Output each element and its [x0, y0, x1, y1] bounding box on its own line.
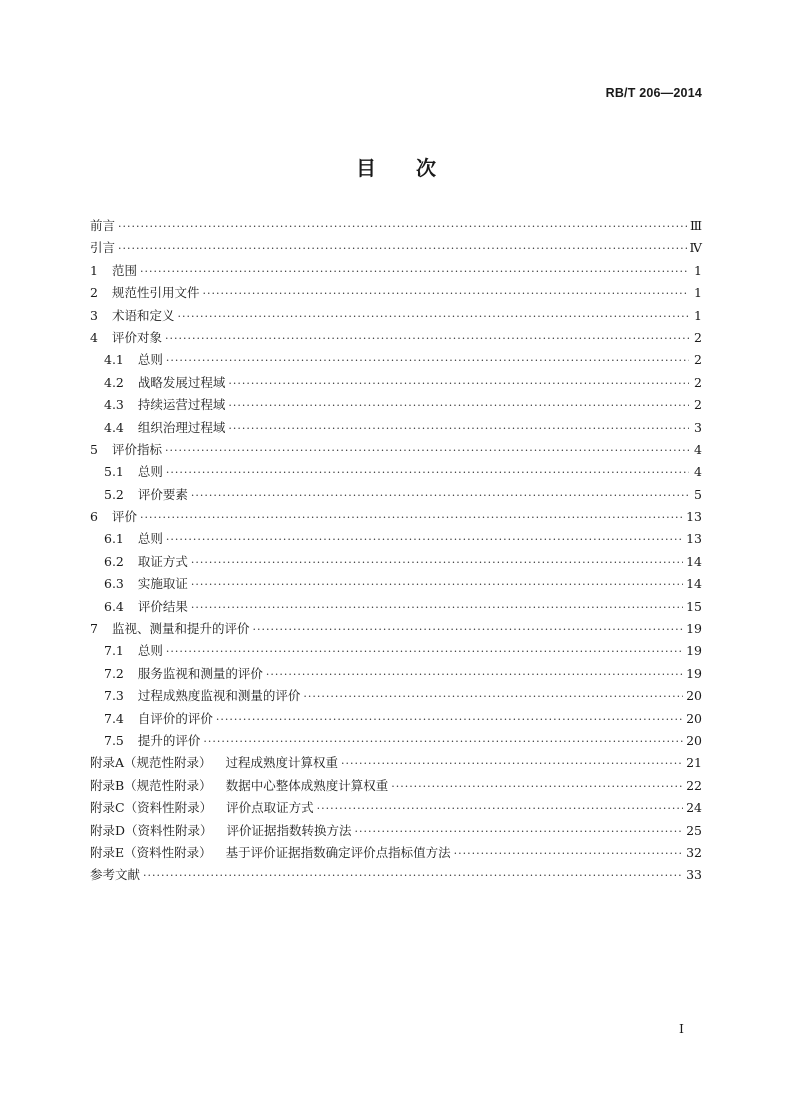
toc-leader-dots [191, 578, 683, 591]
toc-entry-label: 总则 [137, 352, 163, 368]
toc-entry-page: 2 [694, 397, 702, 413]
toc-leader-dots [216, 713, 683, 726]
toc-entry[interactable] [90, 507, 702, 529]
toc-leader-dots [166, 533, 683, 546]
toc-entry-number: 4 [90, 329, 98, 345]
toc-entry-page: 20 [686, 710, 702, 726]
toc-entry[interactable] [90, 843, 702, 865]
toc-entry-page: 19 [686, 621, 702, 637]
toc-entry-label: 自评价的评价 [137, 710, 213, 726]
toc-entry-page: 25 [686, 822, 702, 838]
toc-leader-dots [228, 422, 689, 435]
toc-leader-dots [252, 623, 683, 636]
toc-entry-label: 组织治理过程域 [137, 419, 226, 435]
toc-entry-label: 评价证据指数转换方法 [226, 822, 352, 838]
toc-entry[interactable] [90, 350, 702, 372]
toc-entry-page: 4 [694, 441, 702, 457]
toc-leader-dots [177, 310, 689, 323]
table-of-contents [90, 216, 702, 888]
toc-leader-dots [191, 489, 689, 502]
toc-entry-page: 3 [694, 419, 702, 435]
toc-entry-number: 6.2 [104, 553, 124, 569]
toc-entry-number: 5.1 [104, 464, 124, 480]
toc-entry[interactable] [90, 440, 702, 462]
toc-leader-dots [391, 780, 683, 793]
toc-entry-page: 15 [686, 598, 702, 614]
toc-entry[interactable] [90, 731, 702, 753]
toc-entry[interactable] [90, 597, 702, 619]
toc-entry-number: 附录B（规范性附录） [90, 777, 212, 793]
toc-leader-dots [166, 645, 683, 658]
toc-leader-dots [118, 220, 687, 233]
toc-leader-dots [303, 690, 683, 703]
toc-leader-dots [355, 825, 684, 838]
toc-entry[interactable] [90, 798, 702, 820]
toc-entry-number: 1 [90, 262, 98, 278]
toc-entry[interactable] [90, 821, 702, 843]
toc-entry-page: Ⅲ [689, 218, 702, 233]
toc-entry-label: 过程成熟度计算权重 [225, 755, 339, 771]
toc-entry[interactable] [90, 238, 702, 260]
toc-entry-page: 32 [686, 844, 702, 860]
toc-entry-number: 2 [90, 285, 98, 301]
toc-entry-label: 提升的评价 [137, 732, 201, 748]
toc-entry-page: 1 [694, 285, 702, 301]
toc-entry-page: 1 [694, 262, 702, 278]
toc-entry-number: 5.2 [104, 486, 124, 502]
toc-entry-label: 参考文献 [90, 867, 141, 883]
toc-entry-label: 规范性引用文件 [111, 285, 200, 301]
toc-entry[interactable] [90, 328, 702, 350]
toc-entry-label: 引言 [90, 240, 116, 256]
toc-leader-dots [202, 287, 689, 300]
toc-entry-number: 6 [90, 509, 98, 525]
toc-entry-label: 前言 [90, 218, 116, 233]
toc-entry-page: 14 [686, 553, 702, 569]
toc-entry[interactable] [90, 664, 702, 686]
toc-entry-label: 过程成熟度监视和测量的评价 [137, 688, 301, 704]
toc-entry[interactable] [90, 395, 702, 417]
toc-entry[interactable] [90, 574, 702, 596]
toc-entry-page: 20 [686, 732, 702, 748]
toc-entry-number: 附录E（资料性附录） [90, 844, 212, 860]
toc-entry-number: 6.3 [104, 576, 124, 592]
toc-entry-page: 21 [686, 755, 702, 771]
toc-leader-dots [191, 601, 683, 614]
title-char-2: 次 [416, 156, 436, 180]
page-title [0, 152, 792, 181]
toc-leader-dots [191, 556, 683, 569]
toc-entry-number: 7.1 [104, 643, 124, 659]
toc-entry[interactable] [90, 373, 702, 395]
toc-entry-page: 19 [686, 643, 702, 659]
toc-entry[interactable] [90, 619, 702, 641]
toc-entry[interactable] [90, 753, 702, 775]
toc-entry[interactable] [90, 709, 702, 731]
toc-leader-dots [317, 802, 684, 815]
toc-entry-page: 24 [686, 800, 702, 816]
title-char-1: 目 [356, 156, 376, 180]
toc-leader-dots [454, 847, 683, 860]
toc-entry-label: 总则 [137, 643, 163, 659]
toc-entry-label: 评价 [111, 509, 137, 525]
toc-entry[interactable] [90, 462, 702, 484]
toc-leader-dots [143, 869, 683, 882]
toc-entry-number: 7.5 [104, 732, 124, 748]
toc-entry-label: 总则 [137, 531, 163, 547]
toc-entry-page: 22 [686, 777, 702, 793]
standard-number: RB/T 206—2014 [605, 86, 702, 100]
toc-entry-number: 3 [90, 307, 98, 323]
toc-entry-label: 术语和定义 [111, 307, 175, 323]
toc-leader-dots [140, 265, 689, 278]
toc-entry-label: 总则 [137, 464, 163, 480]
toc-entry-number: 附录D（资料性附录） [90, 822, 213, 838]
toc-leader-dots [118, 242, 686, 255]
toc-entry-label: 范围 [111, 262, 137, 278]
toc-leader-dots [341, 757, 683, 770]
toc-entry-label: 基于评价证据指数确定评价点指标值方法 [225, 844, 451, 860]
toc-entry-label: 评价对象 [111, 329, 162, 345]
toc-leader-dots [166, 354, 689, 367]
toc-entry-label: 评价要素 [137, 486, 188, 502]
toc-entry[interactable] [90, 216, 702, 238]
toc-entry-number: 7.4 [104, 710, 124, 726]
toc-entry-label: 取证方式 [137, 553, 188, 569]
toc-entry[interactable] [90, 283, 702, 305]
toc-entry[interactable] [90, 552, 702, 574]
toc-entry[interactable] [90, 261, 702, 283]
toc-entry-page: 5 [694, 486, 702, 502]
toc-entry-number: 4.4 [104, 419, 124, 435]
toc-leader-dots [140, 511, 683, 524]
toc-entry-page: Ⅳ [689, 240, 702, 256]
toc-leader-dots [228, 399, 689, 412]
toc-entry-label: 战略发展过程域 [137, 374, 226, 390]
toc-entry-number: 7.2 [104, 665, 124, 681]
toc-leader-dots [228, 377, 689, 390]
toc-leader-dots [266, 668, 683, 681]
toc-entry-number: 7 [90, 621, 98, 637]
toc-entry-label: 持续运营过程域 [137, 397, 226, 413]
toc-leader-dots [165, 332, 689, 345]
toc-entry-label: 监视、测量和提升的评价 [111, 621, 250, 637]
toc-entry-label: 服务监视和测量的评价 [137, 665, 263, 681]
toc-entry[interactable] [90, 865, 702, 887]
toc-entry-page: 13 [686, 531, 702, 547]
toc-entry-number: 附录C（资料性附录） [90, 800, 213, 816]
toc-entry-label: 实施取证 [137, 576, 188, 592]
toc-entry-page: 2 [694, 352, 702, 368]
toc-entry[interactable] [90, 418, 702, 440]
page-folio: Ⅰ [679, 1021, 684, 1036]
toc-entry-number: 6.1 [104, 531, 124, 547]
toc-leader-dots [165, 444, 689, 457]
toc-entry[interactable] [90, 485, 702, 507]
toc-entry-page: 1 [694, 307, 702, 323]
toc-entry-page: 20 [686, 688, 702, 704]
toc-entry[interactable] [90, 686, 702, 708]
toc-entry-page: 2 [694, 329, 702, 345]
toc-entry-page: 4 [694, 464, 702, 480]
toc-entry-page: 2 [694, 374, 702, 390]
toc-entry-number: 7.3 [104, 688, 124, 704]
toc-entry[interactable] [90, 529, 702, 551]
toc-entry-label: 数据中心整体成熟度计算权重 [225, 777, 389, 793]
toc-entry-number: 5 [90, 441, 98, 457]
toc-entry-label: 评价点取证方式 [226, 800, 314, 816]
toc-entry[interactable] [90, 641, 702, 663]
toc-entry-label: 评价指标 [111, 441, 162, 457]
toc-entry-number: 4.1 [104, 352, 124, 368]
toc-entry-page: 14 [686, 576, 702, 592]
toc-entry-number: 6.4 [104, 598, 124, 614]
toc-entry[interactable] [90, 306, 702, 328]
toc-entry-number: 4.2 [104, 374, 124, 390]
toc-leader-dots [166, 466, 689, 479]
toc-entry-page: 13 [686, 509, 702, 525]
toc-entry-page: 19 [686, 665, 702, 681]
toc-entry-number: 4.3 [104, 397, 124, 413]
toc-entry-label: 评价结果 [137, 598, 188, 614]
toc-entry-page: 33 [686, 867, 702, 883]
toc-entry[interactable] [90, 776, 702, 798]
toc-entry-number: 附录A（规范性附录） [90, 755, 212, 771]
toc-leader-dots [203, 735, 683, 748]
